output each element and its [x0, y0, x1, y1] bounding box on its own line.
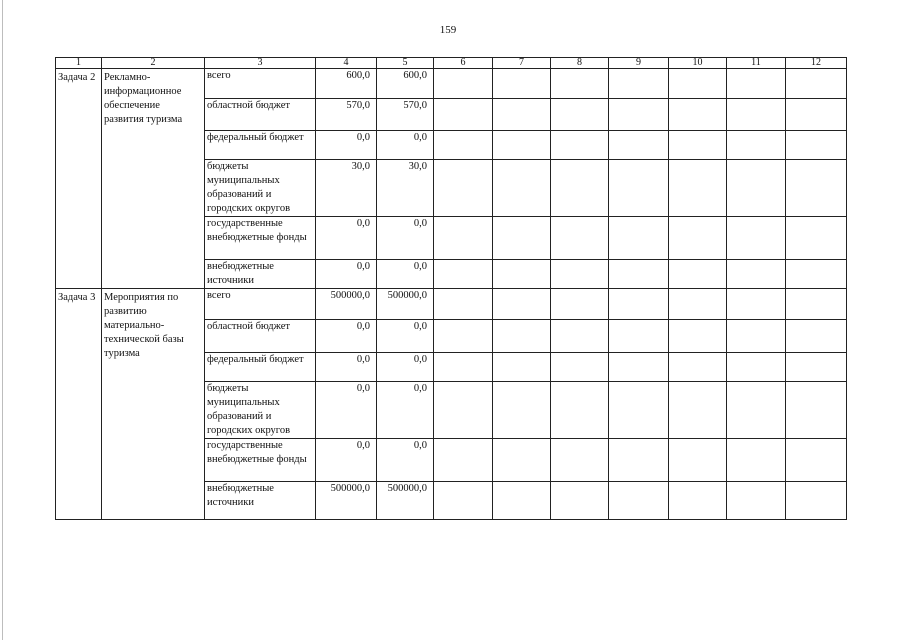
funding-source-cell: внебюджетные источники	[205, 260, 316, 289]
empty-cell	[609, 217, 669, 260]
empty-cell	[727, 217, 786, 260]
table-row	[56, 69, 847, 99]
empty-cell	[551, 160, 609, 217]
value-cell-col5: 30,0	[377, 160, 434, 217]
empty-cell	[786, 260, 847, 289]
empty-cell	[669, 320, 727, 353]
empty-cell	[727, 382, 786, 439]
empty-cell	[786, 160, 847, 217]
column-number-header: 4	[316, 58, 377, 69]
column-number-header: 9	[609, 58, 669, 69]
empty-cell	[493, 439, 551, 482]
empty-cell	[493, 482, 551, 520]
empty-cell	[669, 289, 727, 320]
value-cell-col5: 0,0	[377, 382, 434, 439]
funding-source-cell: бюджеты муниципальных образований и городских округов	[205, 160, 316, 217]
value-cell-col5: 500000,0	[377, 482, 434, 520]
empty-cell	[786, 320, 847, 353]
column-number-row	[56, 58, 847, 69]
empty-cell	[786, 353, 847, 382]
empty-cell	[493, 69, 551, 99]
value-cell-col4: 500000,0	[316, 482, 377, 520]
empty-cell	[434, 217, 493, 260]
empty-cell	[493, 320, 551, 353]
funding-source-cell: федеральный бюджет	[205, 131, 316, 160]
empty-cell	[434, 260, 493, 289]
empty-cell	[434, 289, 493, 320]
empty-cell	[609, 160, 669, 217]
empty-cell	[786, 217, 847, 260]
value-cell-col4: 30,0	[316, 160, 377, 217]
value-cell-col5: 500000,0	[377, 289, 434, 320]
empty-cell	[434, 131, 493, 160]
empty-cell	[669, 160, 727, 217]
value-cell-col4: 0,0	[316, 382, 377, 439]
empty-cell	[727, 439, 786, 482]
empty-cell	[727, 320, 786, 353]
empty-cell	[669, 382, 727, 439]
empty-cell	[669, 69, 727, 99]
empty-cell	[551, 131, 609, 160]
empty-cell	[551, 289, 609, 320]
funding-source-cell: бюджеты муниципальных образований и городских округов	[205, 382, 316, 439]
empty-cell	[669, 99, 727, 131]
empty-cell	[551, 320, 609, 353]
value-cell-col4: 500000,0	[316, 289, 377, 320]
scan-edge-line	[2, 0, 3, 640]
funding-source-cell: областной бюджет	[205, 320, 316, 353]
empty-cell	[493, 260, 551, 289]
empty-cell	[727, 131, 786, 160]
empty-cell	[669, 439, 727, 482]
empty-cell	[609, 289, 669, 320]
column-number-header: 2	[102, 58, 205, 69]
value-cell-col5: 0,0	[377, 131, 434, 160]
empty-cell	[551, 353, 609, 382]
funding-source-cell: государственные внебюджетные фонды	[205, 439, 316, 482]
task-id-cell: Задача 3	[56, 289, 102, 520]
empty-cell	[609, 131, 669, 160]
funding-source-cell: государственные внебюджетные фонды	[205, 217, 316, 260]
column-number-header: 1	[56, 58, 102, 69]
empty-cell	[551, 382, 609, 439]
empty-cell	[727, 260, 786, 289]
value-cell-col5: 0,0	[377, 439, 434, 482]
funding-source-cell: внебюджетные источники	[205, 482, 316, 520]
empty-cell	[609, 439, 669, 482]
empty-cell	[551, 217, 609, 260]
empty-cell	[434, 99, 493, 131]
empty-cell	[493, 160, 551, 217]
empty-cell	[551, 99, 609, 131]
empty-cell	[786, 382, 847, 439]
empty-cell	[551, 482, 609, 520]
value-cell-col4: 0,0	[316, 439, 377, 482]
empty-cell	[434, 69, 493, 99]
value-cell-col5: 0,0	[377, 320, 434, 353]
funding-source-cell: областной бюджет	[205, 99, 316, 131]
empty-cell	[727, 69, 786, 99]
column-number-header: 8	[551, 58, 609, 69]
empty-cell	[434, 160, 493, 217]
empty-cell	[493, 382, 551, 439]
table-row	[56, 289, 847, 320]
empty-cell	[493, 353, 551, 382]
empty-cell	[786, 69, 847, 99]
empty-cell	[609, 99, 669, 131]
empty-cell	[434, 353, 493, 382]
value-cell-col4: 0,0	[316, 131, 377, 160]
value-cell-col5: 570,0	[377, 99, 434, 131]
empty-cell	[609, 320, 669, 353]
column-number-header: 12	[786, 58, 847, 69]
empty-cell	[727, 482, 786, 520]
empty-cell	[609, 69, 669, 99]
empty-cell	[669, 217, 727, 260]
empty-cell	[786, 289, 847, 320]
funding-table	[55, 57, 847, 520]
empty-cell	[786, 439, 847, 482]
empty-cell	[493, 217, 551, 260]
empty-cell	[669, 260, 727, 289]
empty-cell	[609, 382, 669, 439]
empty-cell	[551, 260, 609, 289]
empty-cell	[669, 482, 727, 520]
page-number: 159	[439, 24, 457, 36]
funding-source-cell: всего	[205, 289, 316, 320]
empty-cell	[786, 99, 847, 131]
funding-source-cell: федеральный бюджет	[205, 353, 316, 382]
task-name-cell: Рекламно-информационное обеспечение развития туризма	[102, 69, 205, 289]
empty-cell	[434, 320, 493, 353]
value-cell-col5: 600,0	[377, 69, 434, 99]
empty-cell	[669, 131, 727, 160]
column-number-header: 6	[434, 58, 493, 69]
empty-cell	[493, 99, 551, 131]
column-number-header: 7	[493, 58, 551, 69]
empty-cell	[727, 353, 786, 382]
column-number-header: 10	[669, 58, 727, 69]
column-number-header: 11	[727, 58, 786, 69]
funding-source-cell: всего	[205, 69, 316, 99]
value-cell-col5: 0,0	[377, 353, 434, 382]
empty-cell	[669, 353, 727, 382]
value-cell-col5: 0,0	[377, 217, 434, 260]
value-cell-col4: 0,0	[316, 353, 377, 382]
empty-cell	[551, 439, 609, 482]
empty-cell	[434, 439, 493, 482]
task-name-cell: Мероприятия по развитию материально-технической базы туризма	[102, 289, 205, 520]
column-number-header: 5	[377, 58, 434, 69]
value-cell-col4: 0,0	[316, 260, 377, 289]
empty-cell	[434, 382, 493, 439]
value-cell-col5: 0,0	[377, 260, 434, 289]
empty-cell	[551, 69, 609, 99]
empty-cell	[493, 289, 551, 320]
empty-cell	[609, 353, 669, 382]
empty-cell	[493, 131, 551, 160]
task-id-cell: Задача 2	[56, 69, 102, 289]
empty-cell	[609, 482, 669, 520]
empty-cell	[786, 482, 847, 520]
value-cell-col4: 570,0	[316, 99, 377, 131]
empty-cell	[727, 99, 786, 131]
empty-cell	[609, 260, 669, 289]
value-cell-col4: 0,0	[316, 217, 377, 260]
value-cell-col4: 0,0	[316, 320, 377, 353]
empty-cell	[727, 160, 786, 217]
value-cell-col4: 600,0	[316, 69, 377, 99]
empty-cell	[727, 289, 786, 320]
empty-cell	[786, 131, 847, 160]
empty-cell	[434, 482, 493, 520]
column-number-header: 3	[205, 58, 316, 69]
